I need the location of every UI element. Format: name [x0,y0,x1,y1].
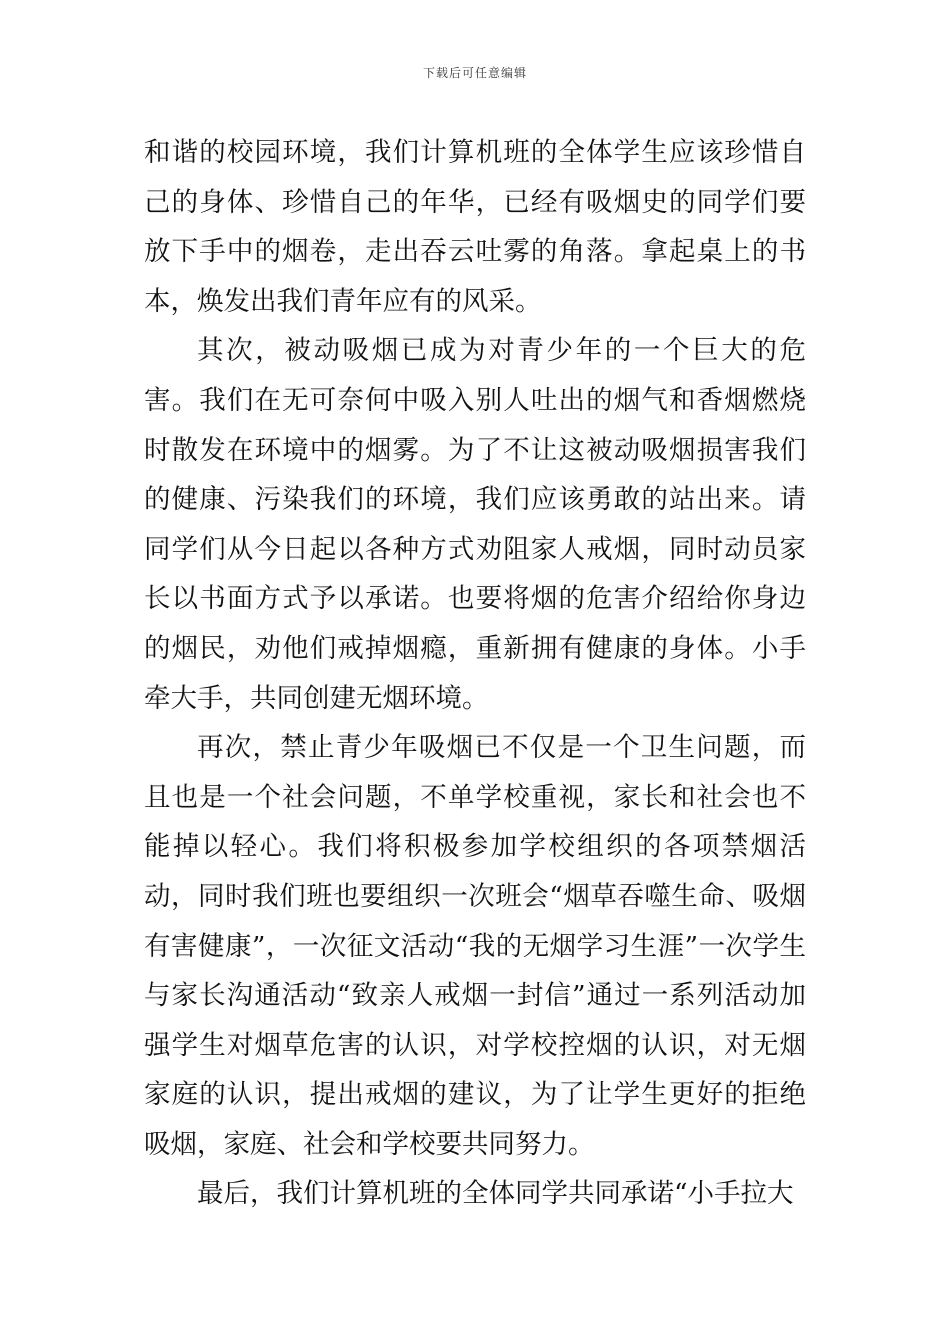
paragraph-1: 和谐的校园环境，我们计算机班的全体学生应该珍惜自己的身体、珍惜自己的年华，已经有吸烟史的同学们要放下手中的烟卷，走出吞云吐雾的角落。拿起桌上的书本，焕发出我们青年应有的风采。 [144,137,806,317]
page-header: 下载后可任意编辑 [422,66,527,80]
paragraph-3: 再次，禁止青少年吸烟已不仅是一个卫生问题，而且也是一个社会问题，不单学校重视，家长和社会也不能掉以轻心。我们将积极参加学校组织的各项禁烟活动，同时我们班也要组织一次班会“烟草吞噬生命、吸烟有害健康”，一次征文活动“我的无烟学习生涯”一次学生与家长沟通活动“致亲人戒烟一封信”通过一系列活动加强学生对烟草危害的认识，对学校控烟的认识，对无烟家庭的认识，提出戒烟的建议，为了让学生更好的拒绝吸烟，家庭、社会和学校要共同努力。 [144,732,806,1160]
document-body [144,128,806,1219]
paragraph-4: 最后，我们计算机班的全体同学共同承诺“小手拉大 [197,1178,794,1210]
paragraph-2: 其次，被动吸烟已成为对青少年的一个巨大的危害。我们在无可奈何中吸入别人吐出的烟气和香烟燃烧时散发在环境中的烟雾。为了不让这被动吸烟损害我们的健康、污染我们的环境，我们应该勇敢的站出来。请同学们从今日起以各种方式劝阻家人戒烟，同时动员家长以书面方式予以承诺。也要将烟的危害介绍给你身边的烟民，劝他们戒掉烟瘾，重新拥有健康的身体。小手牵大手，共同创建无烟环境。 [144,335,806,714]
